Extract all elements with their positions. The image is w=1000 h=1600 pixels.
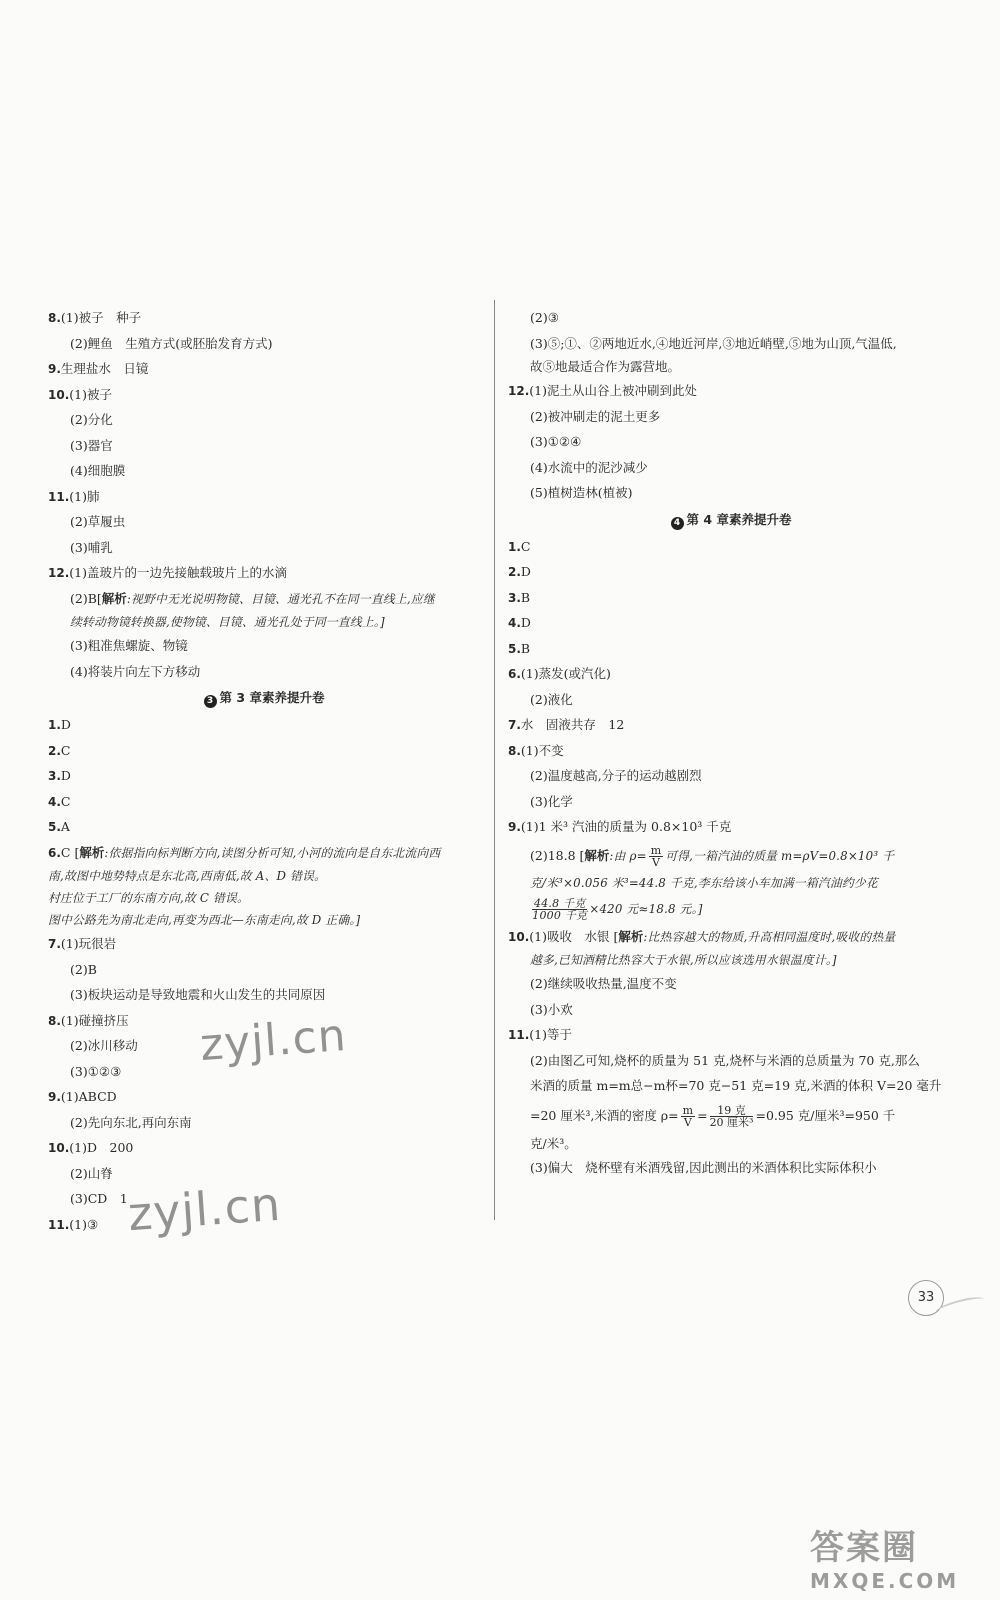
watermark-zyjl-1: zyjl.cn: [198, 1009, 349, 1072]
ch4-answer-11-1: 11.(1)等于: [508, 1027, 572, 1042]
ch3-answer-6-cont3: 图中公路先为南北走向,再变为西北—东南走向,故 D 正确。]: [48, 913, 361, 927]
ch3-answer-8-1: 8.(1)碰撞挤压: [48, 1012, 129, 1028]
answer-11-3-right: (3)⑤;①、②两地近水,④地近河岸,③地近峭壁,⑤地为山顶,气温低,: [530, 335, 897, 351]
ch3-answer-10-3: (3)CD 1: [70, 1191, 128, 1206]
ch3-answer-1: 1.D: [48, 717, 71, 732]
ch3-answer-6-cont1: 南,故图中地势特点是东北高,西南低,故 A、D 错误。: [48, 869, 327, 883]
answer-11-1: 11.(1)肺: [48, 488, 100, 504]
ch3-answer-7-2: (2)B: [70, 961, 97, 977]
section-marker: 3: [204, 695, 217, 708]
ch4-answer-7: 7.水 固液共存 12: [508, 717, 625, 732]
ch3-answer-4: 4.C: [48, 793, 71, 809]
answer-11-2: (2)草履虫: [70, 514, 126, 529]
answer-12-4: (4)将装片向左下方移动: [70, 663, 201, 679]
ch4-answer-10-2: (2)继续吸收热量,温度不变: [530, 976, 677, 991]
ch4-answer-10-1: 10.(1)吸收 水银 [解析:比热容越大的物质,升高相同温度时,吸收的热量: [508, 928, 896, 944]
answer-12-5-right: (5)植树造林(植被): [530, 485, 633, 500]
answer-8-1: 8.(1)被子 种子: [48, 310, 142, 325]
ch4-answer-11-3: (3)偏大 烧杯壁有米酒残留,因此测出的米酒体积比实际体积小: [530, 1159, 877, 1175]
ch4-answer-10-1-cont: 越多,已知酒精比热容大于水银,所以应该选用水银温度计。]: [530, 953, 837, 967]
ch4-answer-8-1: 8.(1)不变: [508, 742, 564, 758]
answer-12-1: 12.(1)盖玻片的一边先接触载玻片上的水滴: [48, 565, 287, 580]
ch4-answer-8-2: (2)温度越高,分子的运动越剧烈: [530, 768, 702, 783]
page-number: 33: [908, 1280, 944, 1316]
ch4-answer-3: 3.B: [508, 589, 531, 605]
answer-8-2: (2)鲤鱼 生殖方式(或胚胎发育方式): [70, 335, 273, 351]
answer-12-4-right: (4)水流中的泥沙减少: [530, 459, 648, 475]
answer-11-3-cont: 故⑤地最适合作为露营地。: [530, 359, 681, 374]
fraction-m-over-v: $\frac{m}{V}$: [650, 843, 662, 869]
ch3-answer-8-2: (2)冰川移动: [70, 1038, 138, 1053]
ch3-answer-2: 2.C: [48, 742, 71, 758]
ch3-answer-7-1: 7.(1)玩很岩: [48, 936, 117, 951]
left-column: [48, 305, 480, 1237]
fraction-mass-ratio: $\frac{\text{44.8 千克}}{\text{1000 千克}}$: [532, 897, 588, 922]
section-title-chapter-4: 4 第 4 章素养提升卷: [508, 506, 954, 534]
ch4-answer-11-2-cont3: 克/米³。: [530, 1135, 577, 1151]
ch3-answer-9-1: 9.(1)ABCD: [48, 1089, 117, 1104]
ch4-answer-5: 5.B: [508, 640, 531, 656]
answer-12-2-right: (2)被冲刷走的泥土更多: [530, 408, 661, 424]
ch4-answer-6-2: (2)液化: [530, 691, 573, 707]
answer-11-3: (3)哺乳: [70, 539, 113, 555]
ch4-answer-6-1: 6.(1)蒸发(或汽化): [508, 666, 611, 681]
right-column: [508, 305, 954, 1180]
fraction-density: $\frac{m}{V}$: [682, 1103, 694, 1129]
site-logo: [810, 1520, 980, 1593]
ch4-answer-11-2-cont2: =20 厘米³,米酒的密度 ρ= $\frac{m}{V}$ = $\frac{\text{19 克}}{\text{20 厘米³}}$ =0.95 克/厘米³=950 千: [530, 1103, 896, 1129]
section-marker: 4: [671, 517, 684, 530]
site-logo-title: 答案圈: [810, 1528, 918, 1568]
ch3-answer-5: 5.A: [48, 819, 70, 834]
answer-10-1: 10.(1)被子: [48, 386, 112, 402]
ch4-answer-9-2: (2)18.8 [解析:由 ρ= $\frac{m}{V}$ 可得,一箱汽油的质量 m=ρV=0.8×10³ 千: [530, 843, 895, 869]
ch3-answer-10-1: 10.(1)D 200: [48, 1140, 134, 1155]
ch4-answer-9-2-cont2: $\frac{\text{44.8 千克}}{\text{1000 千克}}$ ×420 元≈18.8 元。]: [532, 897, 703, 922]
ch4-answer-11-2: (2)由图乙可知,烧杯的质量为 51 克,烧杯与米酒的总质量为 70 克,那么: [530, 1052, 920, 1068]
ch3-answer-7-3: (3)板块运动是导致地震和火山发生的共同原因: [70, 987, 326, 1002]
answer-10-4: (4)细胞膜: [70, 463, 126, 478]
column-divider: [494, 300, 495, 1220]
answer-11-2-right: (2)③: [530, 310, 559, 325]
ch4-answer-2: 2.D: [508, 564, 531, 579]
ch3-answer-8-3: (3)①②③: [70, 1063, 122, 1079]
ch3-answer-10-2: (2)山脊: [70, 1165, 113, 1181]
ch4-answer-1: 1.C: [508, 538, 531, 554]
ch4-answer-9-1: 9.(1)1 米³ 汽油的质量为 0.8×10³ 千克: [508, 819, 732, 834]
ch4-answer-4: 4.D: [508, 615, 531, 630]
answer-10-2: (2)分化: [70, 412, 113, 427]
ch4-answer-9-2-cont1: 克/米³×0.056 米³=44.8 千克,李东给该小车加满一箱汽油约少花: [530, 875, 878, 890]
section-title-chapter-3: 3 第 3 章素养提升卷: [48, 684, 480, 712]
answer-12-3: (3)粗准焦螺旋、物镜: [70, 638, 188, 653]
ch3-answer-3: 3.D: [48, 768, 71, 783]
answer-12-2: (2)B[解析:视野中无光说明物镜、目镜、通光孔不在同一直线上,应继: [70, 590, 435, 606]
answer-10-3: (3)器官: [70, 437, 113, 453]
ch3-answer-6-cont2: 村庄位于工厂的东南方向,故 C 错误。: [48, 891, 250, 905]
ch4-answer-11-2-cont1: 米酒的质量 m=m总−m杯=70 克−51 克=19 克,米酒的体积 V=20 毫升: [530, 1078, 942, 1093]
fraction-density-values: $\frac{\text{19 克}}{\text{20 厘米³}}$: [709, 1103, 754, 1129]
ch3-answer-9-2: (2)先向东北,再向东南: [70, 1114, 192, 1130]
ch3-answer-6: 6.C [解析:依据指向标判断方向,读图分析可知,小河的流向是自东北流向西: [48, 844, 441, 860]
ch4-answer-8-3: (3)化学: [530, 793, 573, 809]
ch3-answer-11-1: 11.(1)③: [48, 1216, 99, 1232]
site-logo-url: MXQE.COM: [810, 1569, 960, 1593]
answer-12-1-right: 12.(1)泥土从山谷上被冲刷到此处: [508, 383, 697, 398]
watermark-zyjl-2: zyjl.cn: [126, 1176, 283, 1242]
answer-12-3-right: (3)①②④: [530, 434, 582, 449]
answer-9: 9.生理盐水 日镜: [48, 361, 149, 376]
ch4-answer-10-3: (3)小欢: [530, 1001, 573, 1017]
answer-12-2-cont: 续转动物镜转换器,使物镜、目镜、通光孔处于同一直线上。]: [70, 615, 385, 629]
